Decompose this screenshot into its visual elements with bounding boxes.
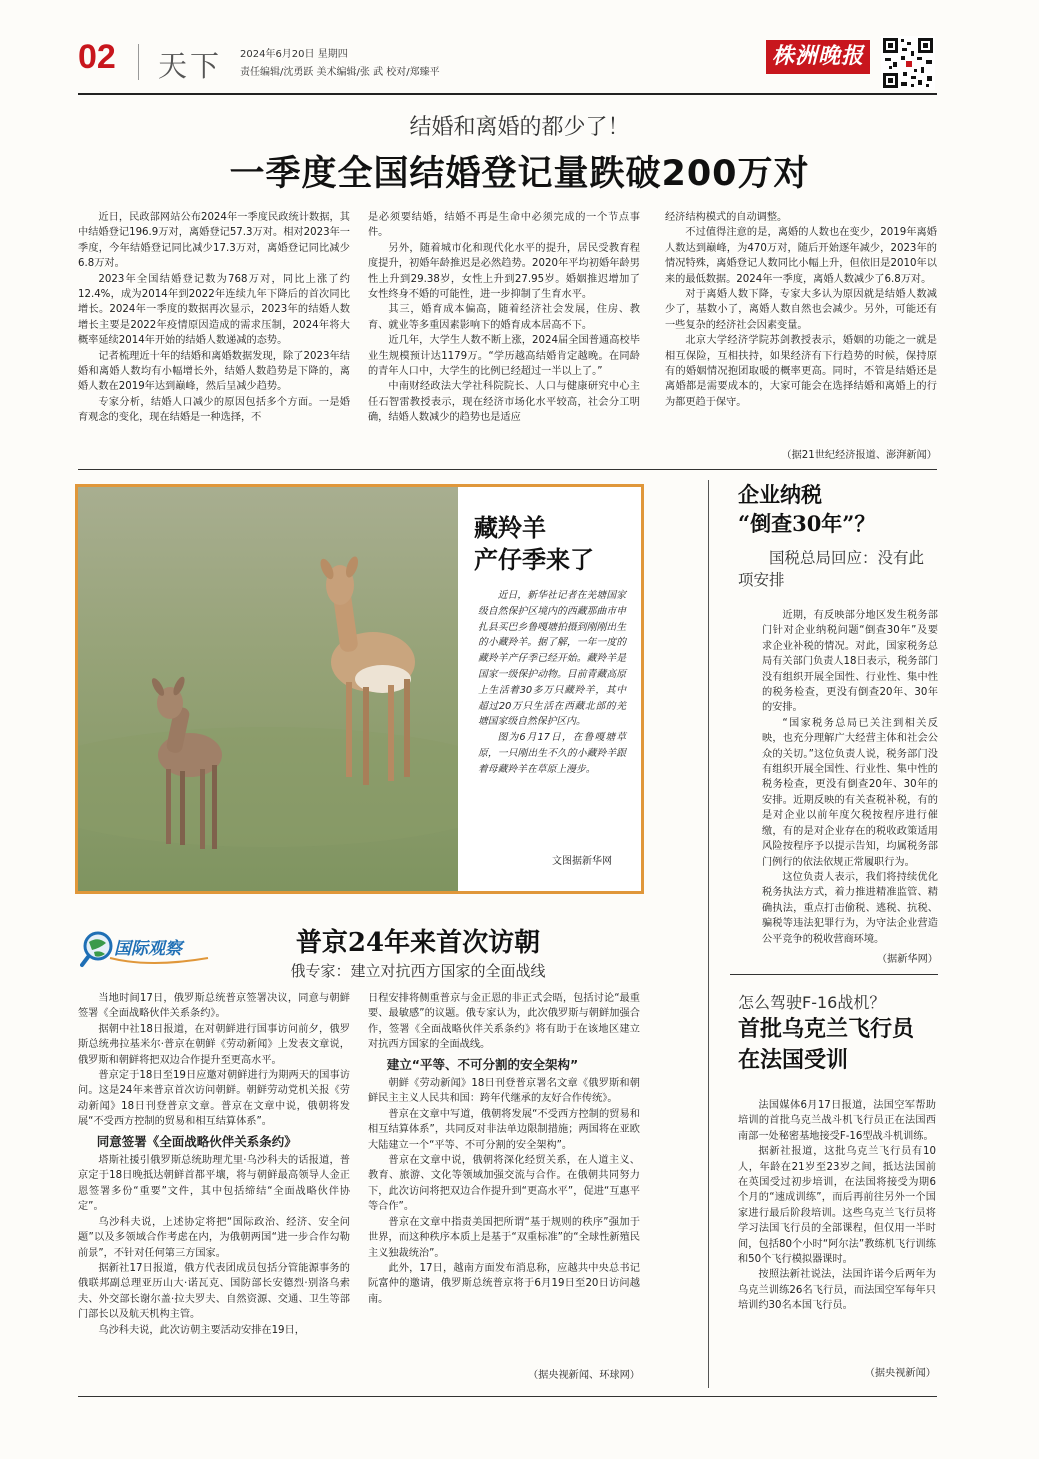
paragraph: 朝鲜《劳动新闻》18日刊登普京署名文章《俄罗斯和朝鲜民主主义人民共和国：跨年代继承的友好合作传统》。 bbox=[368, 1078, 640, 1105]
paragraph: 近几年，大学生人数不断上涨，2024届全国普通高校毕业生规模预计达1179万。“学历越高结婚肯定越晚。在同龄的青年人口中，大学生的比例已经超过一半以上了。” bbox=[368, 335, 640, 378]
title-line: 藏羚羊 bbox=[474, 513, 546, 542]
page-number: 02 bbox=[78, 38, 116, 76]
column-divider bbox=[708, 480, 709, 1388]
putin-source: （据央视新闻、环球网） bbox=[527, 1370, 640, 1381]
qr-code-icon bbox=[881, 36, 935, 90]
tax-subhead: 国税总局回应：没有此项安排 bbox=[738, 549, 925, 589]
column-badge-label: 国际观察 bbox=[114, 939, 182, 959]
headline-line: 在法国受训 bbox=[738, 1047, 849, 1073]
paragraph: 按照法新社说法，法国许诺今后两年为乌克兰训练26名飞行员，而法国空军每年只培训约30名本国飞行员。 bbox=[738, 1269, 936, 1312]
paragraph: 2023年全国结婚登记数为768万对，同比上涨了约12.4%，成为2014年到2022年连续九年下降后的首次同比增长。2024年一季度的数据再次显示，2023年的结婚人数增长主要是2022年疫情原因造成的需求压制，2024年将大概率延续2014年开始的结婚人数递减的态势。 bbox=[78, 273, 350, 347]
f16-headline bbox=[738, 1014, 914, 1076]
paragraph: 据朝中社18日报道，在对朝鲜进行国事访问前夕，俄罗斯总统弗拉基米尔·普京在朝鲜《劳动新闻》上发表文章说，俄罗斯和朝鲜将把双边合作提升至更高水平。 bbox=[78, 1023, 350, 1066]
photo-story-title bbox=[474, 512, 594, 576]
paragraph: 近日，新华社记者在羌塘国家级自然保护区境内的西藏那曲市申扎县买巴乡鲁嘎塘拍摄到刚刚出生的小藏羚羊。据了解，一年一度的藏羚羊产仔季已经开始。藏羚羊是国家一级保护动物。目前青藏高原上生活着30多万只藏羚羊，其中超过20万只生活在西藏北部的羌塘国家级自然保护区内。 bbox=[478, 590, 626, 728]
paragraph: 中南财经政法大学社科院院长、人口与健康研究中心主任石智雷教授表示，现在经济市场化水平较高，社会分工明确，结婚人数减少的趋势也是适应 bbox=[368, 381, 640, 424]
photo-story-body bbox=[478, 588, 626, 778]
tax-body bbox=[762, 608, 938, 946]
paragraph: 当地时间17日，俄罗斯总统普京签署决议，同意与朝鲜签署《全面战略伙伴关系条约》。 bbox=[78, 993, 350, 1020]
masthead-rule bbox=[78, 93, 937, 95]
footer-rule bbox=[78, 1396, 937, 1397]
photo-credit: 文图据新华网 bbox=[552, 856, 612, 867]
f16-body bbox=[738, 1098, 936, 1360]
paragraph: 图为6月17日，在鲁嘎塘草原，一只刚出生不久的小藏羚羊跟着母藏羚羊在草原上漫步。 bbox=[478, 732, 626, 775]
f16-source: （据央视新闻） bbox=[864, 1368, 936, 1379]
f16-kicker: 怎么驾驶F-16战机？ bbox=[738, 993, 886, 1012]
paragraph: 法国媒体6月17日报道，法国空军帮助培训的首批乌克兰战斗机飞行员正在法国西南部一处秘密基地接受F-16型战斗机训练。 bbox=[738, 1100, 936, 1142]
paragraph: 据新社报道，这批乌克兰飞行员有10人，年龄在21岁至23岁之间，抵达法国前在英国受过初步培训，在法国将接受为期6个月的“速成训练”，而后再前往另外一个国家进行最后阶段培训。这些乌克兰飞行员将学习法国飞行员的全部课程，但仅用一半时间，包括80个小时“阿尔法”教练机飞行训练和50个飞行模拟器课时。 bbox=[738, 1146, 936, 1266]
paragraph: 北京大学经济学院苏剑教授表示，婚姻的功能之一就是相互保险，互相扶持，如果经济有下行趋势的时候，保持原有的婚姻情况抱团取暖的概率更高。同时，不管是结婚还是离婚都是需要成本的，大家可能会在选择结婚和离婚上的行为都更趋于保守。 bbox=[665, 335, 937, 408]
paragraph: 普京在文章中指责美国把所谓“基于规则的秩序”强加于世界，而这种秩序本质上是基于“双重标准”的“全球性新殖民主义独裁统治”。 bbox=[368, 1216, 640, 1259]
story-divider bbox=[730, 974, 938, 975]
paragraph: 经济结构模式的自动调整。 bbox=[665, 212, 788, 223]
paragraph: 对于离婚人数下降，专家大多认为原因就是结婚人数减少了，基数小了，离婚人数自然也会减少。另外，可能还有一些复杂的经济社会因素变量。 bbox=[665, 289, 937, 331]
international-column-badge bbox=[80, 928, 212, 968]
putin-headline: 普京24年来首次访朝 bbox=[295, 928, 541, 958]
paragraph: 专家分析，结婚人口减少的原因包括多个方面。一是婚育观念的变化，现在结婚是一种选择，不 bbox=[78, 396, 350, 424]
paragraph: 近期，有反映部分地区发生税务部门针对企业纳税问题“倒查30年”及要求企业补税的情况。对此，国家税务总局有关部门负责人18日表示，税务部门没有组织开展全国性、行业性、集中性的税务检查，更没有倒查20年、30年的安排。 bbox=[762, 610, 938, 714]
putin-subheading-2: 建立“平等、不可分割的安全架构” bbox=[386, 1056, 579, 1072]
paragraph: 不过值得注意的是，离婚的人数也在变少，2019年离婚人数达到巅峰，为470万对，随后开始逐年减少，2023年的情况特殊，离婚登记人数同比小幅上升，但依旧是2010年以来的最低数据。2024年一季度，离婚人数减少了6.8万对。 bbox=[665, 227, 937, 285]
section-name: 天下 bbox=[158, 49, 223, 83]
paragraph: 近日，民政部网站公布2024年一季度民政统计数据，其中结婚登记196.9万对，离婚登记57.3万对。相对2023年一季度，今年结婚登记同比减少17.3万对，离婚登记同比减少6.8万对。 bbox=[78, 212, 350, 270]
lead-kicker: 结婚和离婚的都少了！ bbox=[409, 115, 630, 140]
headline-line: 首批乌克兰飞行员 bbox=[738, 1016, 915, 1042]
paragraph: 这位负责人表示，我们将持续优化税务执法方式，着力推进精准监管、精确执法，重点打击偷税、逃税、抗税、骗税等违法犯罪行为，为守法企业营造公平竞争的税收营商环境。 bbox=[762, 871, 938, 945]
headline-line: “倒查30年”？ bbox=[738, 511, 876, 536]
paragraph: 据新社17日报道，俄方代表团成员包括分管能源事务的俄联邦副总理亚历山大·诺瓦克、国防部长安德烈·别洛乌索夫、外交部长谢尔盖·拉夫罗夫、自然资源、交通、卫生等部门部长以及航天机构主管。 bbox=[78, 1262, 350, 1321]
paragraph: 记者梳理近十年的结婚和离婚数据发现，除了2023年结婚和离婚人数均有小幅增长外，结婚人数趋势是下降的，离婚人数在2019年达到巅峰，然后呈减少趋势。 bbox=[78, 350, 350, 393]
section-divider bbox=[78, 469, 937, 470]
headline-line: 企业纳税 bbox=[738, 482, 822, 507]
paragraph: 乌沙科夫说，此次访朝主要活动安排在19日， bbox=[98, 1324, 305, 1336]
lead-column-1 bbox=[78, 210, 350, 460]
paragraph: 乌沙科夫说，上述协定将把“国际政治、经济、安全问题”以及多领域合作考虑在内，为俄朝两国“进一步合作勾勒前景”，不针对任何第三方国家。 bbox=[78, 1216, 350, 1259]
putin-subheading-1: 同意签署《全面战略伙伴关系条约》 bbox=[96, 1133, 297, 1149]
paragraph: 此外，17日，越南方面发布消息称，应越共中央总书记阮富仲的邀请，俄罗斯总统普京将于6月19日至20日访问越南。 bbox=[368, 1262, 640, 1305]
paragraph: 是必须要结婚，结婚不再是生命中必须完成的一个节点事件。 bbox=[368, 212, 640, 239]
issue-date: 2024年6月20日 星期四 bbox=[240, 49, 348, 60]
paragraph: “国家税务总局已关注到相关反映，也充分理解广大经营主体和社会公众的关切。”这位负责人说，税务部门没有组织开展全国性、行业性、集中性的税务检查，更没有倒查20年、30年的安排。近期反映的有关查税补税，有的是对企业以前年度欠税按程序进行催缴，有的是对企业存在的税收政策适用风险按程序予以提示告知，均属税务部门例行的依法依规正常履职行为。 bbox=[762, 717, 938, 868]
tax-source: （据新华网） bbox=[876, 954, 938, 965]
paragraph: 普京定于18日至19日应邀对朝鲜进行为期两天的国事访问。这是24年来普京首次访问朝鲜。朝鲜劳动党机关报《劳动新闻》18日刊登普京文章。普京在文章中说，俄朝将发展“不受西方控制的贸易和相互结算体系”。 bbox=[78, 1070, 350, 1128]
editor-credits: 责任编辑/沈勇跃 美术编辑/张 武 校对/郑臻平 bbox=[240, 67, 440, 78]
paragraph: 另外，随着城市化和现代化水平的提升，居民受教育程度提升，初婚年龄推迟是必然趋势。2020年平均初婚年龄男性上升到29.38岁，女性上升到27.95岁。婚姻推迟增加了女性终身不婚的可能性，进一步抑制了生育水平。 bbox=[368, 242, 640, 301]
lead-column-2 bbox=[368, 210, 640, 460]
lead-headline: 一季度全国结婚登记量跌破200万对 bbox=[229, 154, 810, 194]
tibetan-antelope-photo bbox=[78, 487, 458, 891]
putin-column-2 bbox=[368, 991, 640, 1363]
lead-column-3 bbox=[665, 210, 937, 442]
paragraph: 日程安排将侧重普京与金正恩的非正式会晤，包括讨论“最重要、最敏感”的议题。俄专家认为，此次俄罗斯与朝鲜加强合作，签署《全面战略伙伴关系条约》将有助于在该地区建立对抗西方国家的全面战线。 bbox=[368, 993, 640, 1051]
tax-headline bbox=[738, 480, 875, 538]
paragraph: 其三，婚育成本偏高，随着经济社会发展，住房、教育、就业等多重因素影响下的婚育成本居高不下。 bbox=[368, 304, 640, 331]
lead-source: （据21世纪经济报道、澎湃新闻） bbox=[781, 450, 937, 461]
putin-column-1 bbox=[78, 991, 350, 1386]
masthead-divider bbox=[138, 44, 139, 80]
paragraph: 塔斯社援引俄罗斯总统助理尤里·乌沙科夫的话报道，普京定于18日晚抵达朝鲜首都平壤，将与朝鲜最高领导人金正恩签署多份“重要”文件，其中包括缔结“全面战略伙伴协定”。 bbox=[78, 1155, 350, 1213]
putin-subhead: 俄专家：建立对抗西方国家的全面战线 bbox=[290, 962, 546, 980]
newspaper-logo: 株洲晚报 bbox=[766, 40, 870, 74]
paragraph: 普京在文章中说，俄朝将深化经贸关系，在人道主义、教育、旅游、文化等领域加强交流与合作。在俄朝共同努力下，此次访问将把双边合作提升到“更高水平”，促进“互惠平等合作”。 bbox=[368, 1155, 640, 1213]
paragraph: 普京在文章中写道，俄朝将发展“不受西方控制的贸易和相互结算体系”，共同反对非法单边限制措施；两国将在亚欧大陆建立一个“平等、不可分割的安全架构”。 bbox=[368, 1108, 640, 1151]
title-line: 产仔季来了 bbox=[474, 545, 594, 574]
